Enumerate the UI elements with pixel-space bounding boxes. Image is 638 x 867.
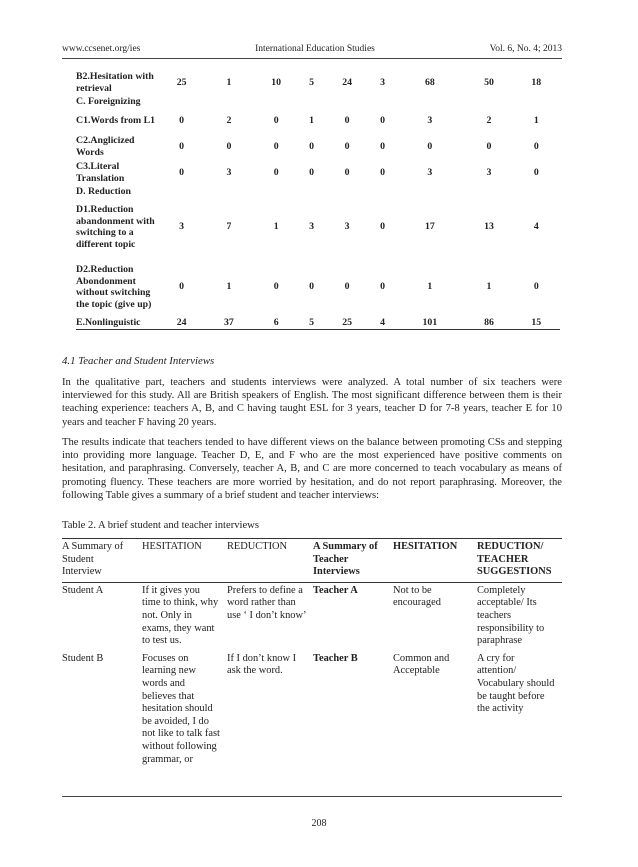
table-cell: 0 <box>380 114 386 126</box>
table-row <box>76 96 560 108</box>
table-cell: 0 <box>380 281 386 293</box>
table-cell: 3 <box>486 166 492 178</box>
table-cell: Student B <box>62 652 104 664</box>
table-cell: 17 <box>424 221 435 233</box>
table-cell: 7 <box>226 221 232 233</box>
table-row <box>76 70 560 96</box>
table-cell: 0 <box>533 140 539 152</box>
table-cell: 3 <box>427 114 433 126</box>
table-cell: 50 <box>484 77 494 89</box>
journal-title: International Education Studies <box>255 44 375 54</box>
table-cell: 1 <box>486 281 492 293</box>
table-cell: 18 <box>531 77 542 89</box>
table-cell: 25 <box>323 317 370 329</box>
table-cell: 3 <box>427 166 433 178</box>
table-row <box>76 160 560 186</box>
table-cell: 3 <box>380 77 386 89</box>
table-cell: If it gives you time to think, why not. Only in exams, they want to test us. <box>142 584 219 647</box>
journal-volume: Vol. 6, No. 4; 2013 <box>489 44 562 54</box>
row-label: D. Reduction <box>76 185 131 197</box>
table-cell: 15 <box>513 317 560 329</box>
table-row <box>76 134 560 160</box>
table-cell: Teacher A <box>313 584 358 596</box>
table-cell: 1 <box>226 77 232 89</box>
table-row <box>76 186 560 198</box>
table-cell: 4 <box>371 317 395 329</box>
table-cell: 1 <box>273 221 279 233</box>
table-cell: 0 <box>344 281 350 293</box>
column-header: REDUCTION <box>227 541 288 552</box>
table-cell: 24 <box>342 77 352 89</box>
column-header: HESITATION <box>142 541 202 552</box>
table-cell: Focuses on learning new words and believes that hesitation should be avoided, I do not like to talk fast without following grammar, or <box>142 652 220 765</box>
column-header: HESITATION <box>393 541 458 552</box>
table-cell: 101 <box>394 317 465 329</box>
table-cell: 86 <box>465 317 512 329</box>
table-cell: 2 <box>226 114 232 126</box>
journal-website: www.ccsenet.org/ies <box>62 44 141 54</box>
table-cell: 0 <box>380 140 386 152</box>
table-cell: 0 <box>179 166 185 178</box>
interview-summary-table <box>62 538 562 769</box>
table-cell: A cry for attention/ Vocabulary should be taught before the activity <box>477 652 555 715</box>
cs-frequency-table <box>76 70 560 330</box>
table-cell: 0 <box>273 140 279 152</box>
table-header-row <box>62 539 562 583</box>
table-cell: Prefers to define a word rather than use ‘ I don’t know’ <box>227 584 307 621</box>
table-cell: 3 <box>226 166 232 178</box>
table-cell: 1 <box>309 114 315 126</box>
table-cell: 0 <box>309 140 315 152</box>
table-cell: 0 <box>533 281 539 293</box>
table-cell: 3 <box>309 221 315 233</box>
row-label: B2.Hesitation with retrieval <box>76 71 154 94</box>
table-cell: 13 <box>484 221 494 233</box>
table-cell: 0 <box>344 140 350 152</box>
table-cell: 37 <box>205 317 252 329</box>
column-header: A Summary of Student Interview <box>62 541 124 578</box>
table-cell: Teacher B <box>313 652 358 664</box>
table-cell: 0 <box>273 281 279 293</box>
table-cell: 0 <box>179 114 185 126</box>
table-row <box>62 582 562 650</box>
table-cell: 0 <box>309 166 315 178</box>
column-header: REDUCTION/ TEACHER SUGGESTIONS <box>477 541 552 578</box>
table-cell: If I don’t know I ask the word. <box>227 652 297 677</box>
table-cell: Not to be encouraged <box>393 584 441 609</box>
table-cell: Completely acceptable/ Its teachers responsibility to paraphrase <box>477 584 545 647</box>
table-cell: 0 <box>380 166 386 178</box>
paragraph: In the qualitative part, teachers and students interviews were analyzed. A total number of six teachers were interviewed for this study. All are British speakers of English. The most significant difference between them is their teaching experience: teachers A, B, and C having taught ESL for 3 years, teacher D for 7-8 years, teacher E for 10 years and teacher F having 20 years. <box>62 377 562 428</box>
table-row <box>76 257 560 317</box>
table-row <box>62 651 562 769</box>
table-cell: Common and Acceptable <box>393 652 450 677</box>
running-header <box>62 44 562 54</box>
table-cell: 2 <box>486 114 492 126</box>
table-cell: 0 <box>179 281 185 293</box>
table-cell: 0 <box>179 140 185 152</box>
header-rule <box>62 58 562 59</box>
table-cell: 24 <box>158 317 205 329</box>
table-cell: 5 <box>300 317 324 329</box>
table-cell: 25 <box>176 77 187 89</box>
table-cell: 0 <box>344 166 350 178</box>
row-label: C1.Words from L1 <box>76 114 156 126</box>
row-label: D1.Reduction abandonment with switching to a different topic <box>76 204 155 250</box>
row-label: E.Nonlinguistic <box>76 317 158 329</box>
table-cell: 0 <box>273 114 279 126</box>
section-heading: 4.1 Teacher and Student Interviews <box>62 355 215 367</box>
table-cell: 6 <box>253 317 300 329</box>
table-caption: Table 2. A brief student and teacher interviews <box>62 520 259 531</box>
table-row <box>76 317 560 329</box>
row-label: D2.Reduction Abondonment without switching the topic (give up) <box>76 264 152 310</box>
table-row <box>76 197 560 257</box>
table-cell: Student A <box>62 584 104 596</box>
table-bottom-rule <box>62 796 562 797</box>
table-cell: 0 <box>427 140 433 152</box>
table-cell: 0 <box>533 166 539 178</box>
table-cell: 1 <box>533 114 539 126</box>
page-number: 208 <box>311 818 327 829</box>
table-cell: 0 <box>344 114 350 126</box>
table-cell: 1 <box>427 281 433 293</box>
row-label: C2.Anglicized Words <box>76 135 135 158</box>
column-header: A Summary of Teacher Interviews <box>313 541 378 578</box>
table-cell: 1 <box>226 281 232 293</box>
paragraph: The results indicate that teachers tended to have different views on the balance between promoting CSs and stepping into providing more language. Teacher D, E, and F who are the most experienced have positive comments on hesitation, and paraphrasing. Conversely, teacher A, B, and C are more concerned to teach vocabulary as means of promoting fluency. These teachers are more worried by hesitation, and do not report paraphrasing. Moreover, the following Table gives a summary of a brief student and teacher interviews: <box>62 437 562 501</box>
table-cell: 3 <box>344 221 350 233</box>
table-cell: 5 <box>309 77 315 89</box>
row-label: C3.Literal Translation <box>76 161 125 184</box>
table-cell: 0 <box>273 166 279 178</box>
table-cell: 3 <box>179 221 185 233</box>
table-row <box>76 108 560 134</box>
table-cell: 0 <box>226 140 232 152</box>
table-cell: 0 <box>309 281 315 293</box>
table-cell: 68 <box>424 77 435 89</box>
table-cell: 0 <box>380 221 386 233</box>
row-label: C. Foreignizing <box>76 96 141 107</box>
table-cell: 10 <box>271 77 282 89</box>
table-cell: 0 <box>486 140 492 152</box>
table-cell: 4 <box>533 221 539 233</box>
